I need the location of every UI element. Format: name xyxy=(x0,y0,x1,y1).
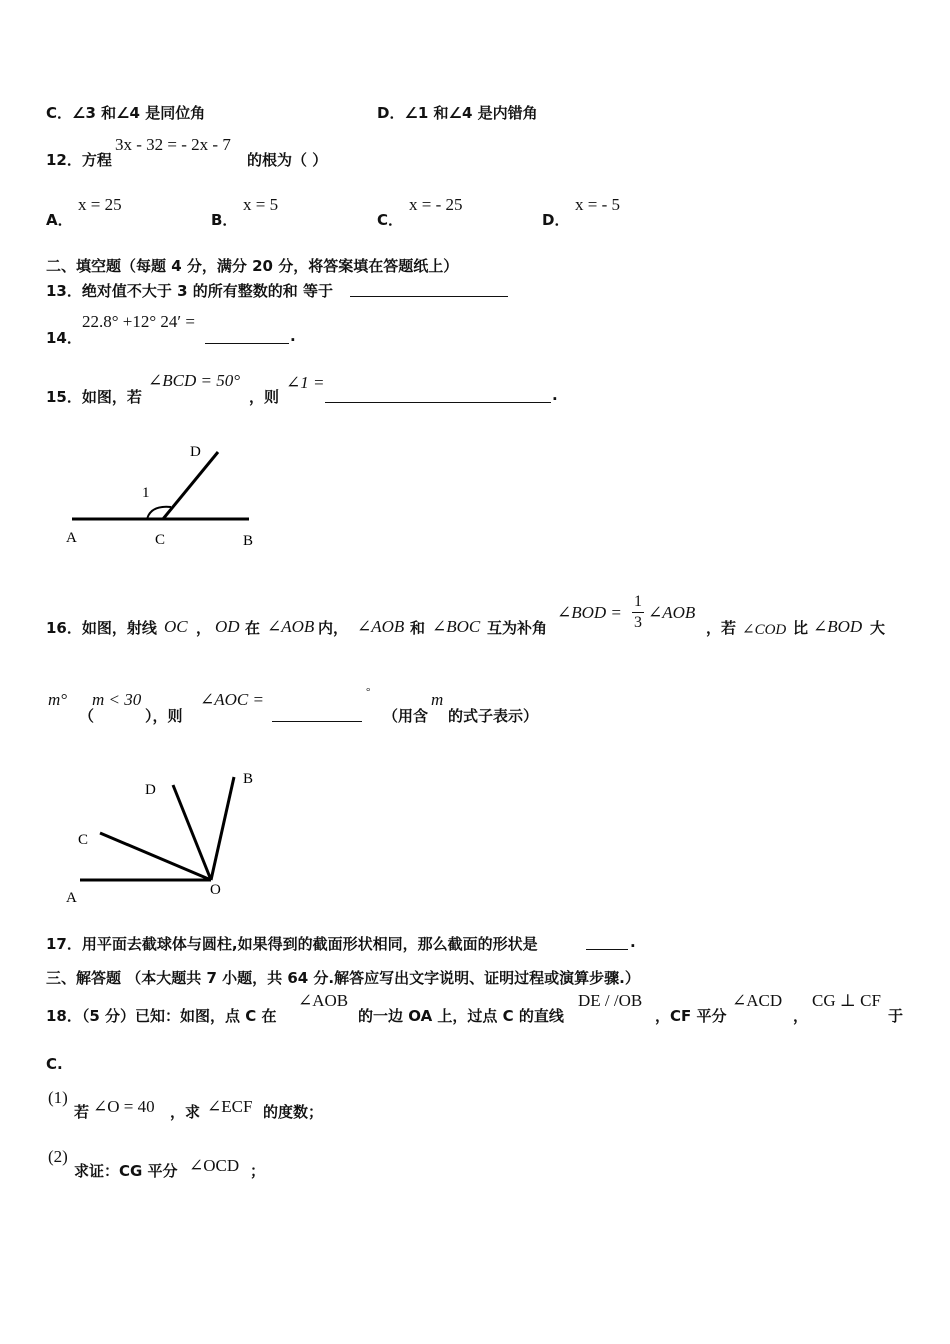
q16-degree-sign: ° xyxy=(366,686,371,698)
q11-option-c: C．∠3 和∠4 是同位角 xyxy=(46,104,206,122)
q12-option-b-expr: x = 5 xyxy=(243,195,279,214)
q16-larger: 大 xyxy=(870,619,886,637)
q11-option-d: D．∠1 和∠4 是内错角 xyxy=(377,104,538,122)
q16-bod-expr-aob: ∠AOB xyxy=(648,603,696,622)
q16-paren-close: ），则 xyxy=(145,707,183,725)
q16-answer-blank[interactable] xyxy=(272,705,362,722)
q13-stem: 13．绝对值不大于 3 的所有整数的和 等于 xyxy=(46,282,333,300)
q16-bod-expr: ∠BOD = xyxy=(557,603,622,622)
q18-at: 于 xyxy=(888,1007,904,1025)
q16-if: ，若 xyxy=(706,619,737,637)
q12-option-d-expr: x = - 5 xyxy=(575,195,620,214)
q16-hint-m: m xyxy=(431,690,444,709)
label-a: A xyxy=(66,530,77,546)
label-o: O xyxy=(210,882,221,898)
q16-figure xyxy=(60,765,280,910)
q18-acd: ∠ACD xyxy=(732,991,783,1010)
q16-and: 和 xyxy=(410,619,426,637)
label-c: C xyxy=(78,832,89,848)
q18-part2-prove: 求证：CG 平分 xyxy=(74,1162,178,1180)
label-b: B xyxy=(243,771,254,787)
q12-option-d-label: D． xyxy=(542,211,570,229)
q16-frac-bar xyxy=(632,612,644,613)
q18-part1-find: ，求 xyxy=(170,1103,201,1121)
q12-stem-suffix: 的根为（ ） xyxy=(247,151,328,169)
q16-aob: ∠AOB xyxy=(267,617,315,636)
q18-part2-ocd: ∠OCD xyxy=(189,1156,240,1175)
q12-option-a-expr: x = 25 xyxy=(78,195,122,214)
ray-cd xyxy=(163,452,218,519)
q16-oc: OC xyxy=(164,617,188,636)
q12-option-c-expr: x = - 25 xyxy=(409,195,463,214)
q16-paren-open: （ xyxy=(79,707,95,725)
q14-number: 14． xyxy=(46,329,82,347)
q18-part1-if: 若 xyxy=(74,1103,90,1121)
q16-supplementary: 互为补角 xyxy=(487,619,548,637)
q17-stem: 17．用平面去截球体与圆柱,如果得到的截面形状相同，那么截面的形状是 xyxy=(46,935,538,953)
section3-title: 三、解答题 （本大题共 7 小题，共 64 分.解答应写出文字说明、证明过程或演算步骤.） xyxy=(46,969,640,987)
q12-option-c-label: C． xyxy=(377,211,404,229)
q14-expression: 22.8° +12° 24′ = xyxy=(82,312,195,331)
q17-answer-blank[interactable] xyxy=(586,933,628,950)
q18-part1-given: ∠O = 40 xyxy=(93,1097,155,1116)
q16-hint-suffix: 的式子表示） xyxy=(448,707,539,725)
q15-ask: ∠1 = xyxy=(286,373,325,392)
label-1: 1 xyxy=(142,485,150,501)
q16-stem-start: 16．如图，射线 xyxy=(46,619,157,637)
q16-aoc: ∠AOC = xyxy=(200,690,264,709)
label-d: D xyxy=(145,782,156,798)
q17-period: . xyxy=(630,933,636,951)
q18-part1-suffix: 的度数； xyxy=(263,1103,324,1121)
q18-cg-perp-cf: CG ⊥ CF xyxy=(812,991,881,1010)
q14-period: . xyxy=(290,327,296,345)
q18-part1-number: (1) xyxy=(48,1088,68,1107)
q18-part2-number: (2) xyxy=(48,1147,68,1166)
q16-boc: ∠BOC xyxy=(432,617,481,636)
section2-title: 二、填空题（每题 4 分，满分 20 分，将答案填在答题纸上） xyxy=(46,257,459,275)
q18-stem-mid1: 的一边 OA 上，过点 C 的直线 xyxy=(358,1007,564,1025)
q18-de-parallel-ob: DE / /OB xyxy=(578,991,643,1010)
q16-inside: 内， xyxy=(318,619,349,637)
q15-answer-blank[interactable] xyxy=(325,386,551,403)
q18-comma: ， xyxy=(793,1007,809,1025)
q16-m-degrees: m° xyxy=(48,690,68,709)
q13-answer-blank[interactable] xyxy=(350,280,508,297)
q12-equation: 3x - 32 = - 2x - 7 xyxy=(115,135,231,154)
label-d: D xyxy=(190,444,201,460)
q18-stem-prefix: 18．（5 分）已知：如图，点 C 在 xyxy=(46,1007,277,1025)
q16-bod: ∠BOD xyxy=(813,617,863,636)
q15-figure xyxy=(55,435,275,555)
q16-cod: ∠COD xyxy=(742,622,787,638)
q12-stem-prefix: 12．方程 xyxy=(46,151,112,169)
q16-od: OD xyxy=(215,617,240,636)
q18-aob: ∠AOB xyxy=(298,991,349,1010)
q16-m-condition: m < 30 xyxy=(92,690,142,709)
q18-part1-ecf: ∠ECF xyxy=(207,1097,253,1116)
label-b: B xyxy=(243,533,254,549)
q18-stem-mid2: ，CF 平分 xyxy=(655,1007,727,1025)
q12-option-b-label: B． xyxy=(211,211,238,229)
q16-in: 在 xyxy=(245,619,261,637)
q18-point-c: C. xyxy=(46,1055,63,1073)
q15-given: ∠BCD = 50° xyxy=(148,371,241,390)
q16-frac-den: 3 xyxy=(634,614,642,631)
q14-answer-blank[interactable] xyxy=(205,327,289,344)
q12-option-a-label: A． xyxy=(46,211,73,229)
q16-comma: ， xyxy=(196,619,212,637)
q15-then: ，则 xyxy=(249,388,280,406)
q18-part2-suffix: ； xyxy=(250,1162,266,1180)
q15-stem-prefix: 15．如图，若 xyxy=(46,388,142,406)
q16-aob-2: ∠AOB xyxy=(357,617,405,636)
q16-frac-num: 1 xyxy=(634,593,642,610)
label-c: C xyxy=(155,532,166,548)
ray-ob xyxy=(211,777,234,880)
q15-period: . xyxy=(552,386,558,404)
q16-hint-prefix: （用含 xyxy=(383,707,429,725)
label-a: A xyxy=(66,890,77,906)
q16-than: 比 xyxy=(793,619,809,637)
